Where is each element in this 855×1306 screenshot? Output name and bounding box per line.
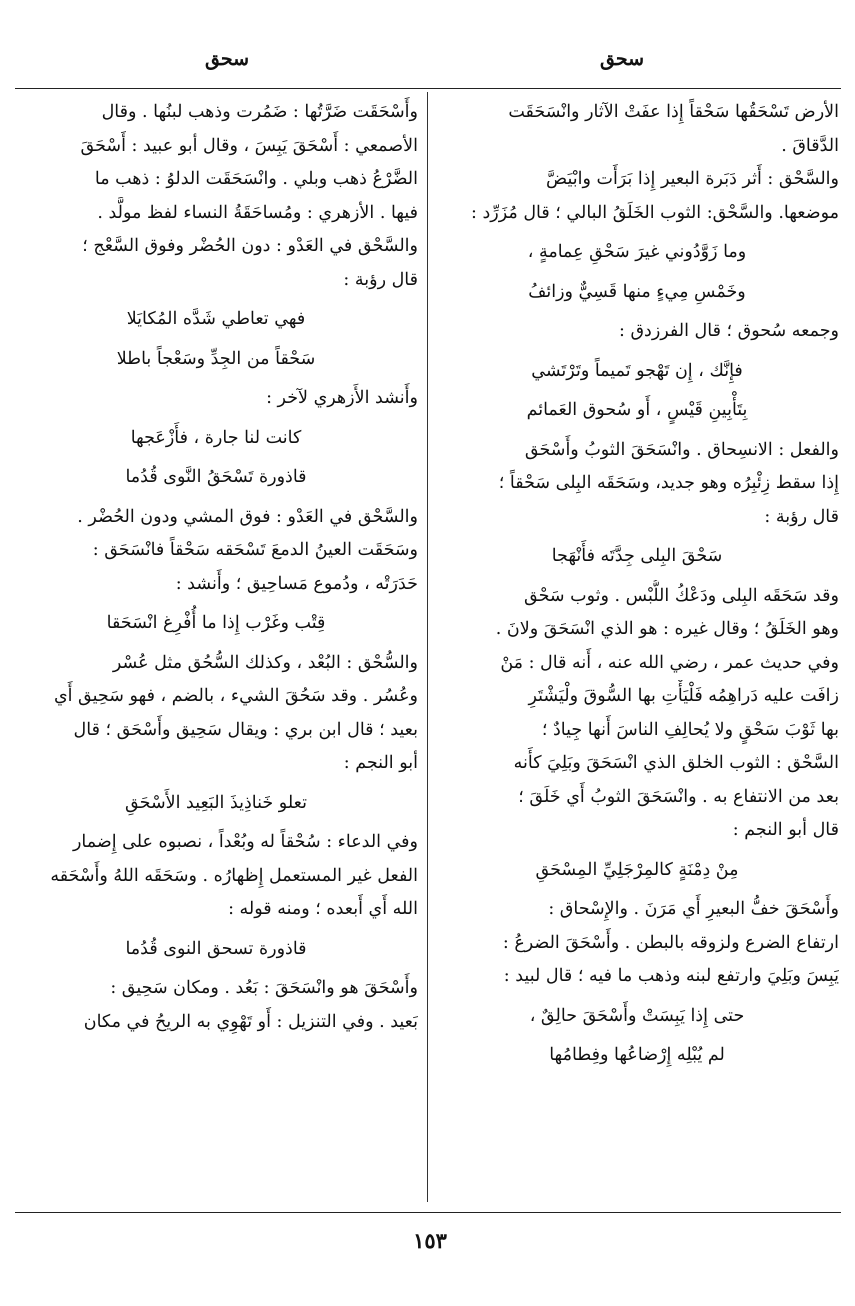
verse-line: قِتْب وغَرْب إِذا ما أُفْرِغ انْسَحَقا [106, 613, 326, 633]
text-line: والفعل : الانسِحاق . وانْسَحَقَ الثوبُ وأَسْحَق [524, 439, 839, 460]
text-line: وعُسُر . وقد سَحُقَ الشيء ، بالضم ، فهو سَحِيق أَي [53, 686, 418, 706]
text-line: فيها . الأزهري : ومُساحَقَةُ النساء لفظ مولَّد . [97, 202, 418, 223]
text-line: يَبِسَ وبَلِيَ وارتفع لبنه وذهب ما فيه ؛ قال لبيد : [503, 966, 839, 986]
text-line: وفي حديث عمر ، رضي الله عنه ، أَنه قال : مَنْ [500, 652, 839, 673]
verse-line: بِتَأْبِينِ قَيْسٍ ، أَو سُحوق العَمائم [526, 400, 748, 420]
bottom-rule [15, 1212, 841, 1213]
text-line: والسَّحْق في العَدْو : دون الحُضْر وفوق السَّعْج ؛ [82, 236, 418, 256]
text-line: قال رؤبة : [343, 269, 418, 290]
text-line: قال رؤبة : [764, 506, 839, 527]
verse-line: وخَمْسِ مِيءٍ منها قَسِيٌّ وزائفُ [528, 281, 746, 302]
verse-line: كانت لنا جارة ، فأَزْعَجها [130, 427, 302, 448]
text-line: وأَسْحَقَ هو وانْسَحَقَ : بَعُد . ومكان سَحِيق : [110, 978, 418, 998]
left-text-column [14, 96, 418, 1206]
verse-line: سَحْقَ البِلى جِدَّتَه فأَنْهَجا [551, 546, 723, 566]
text-line: والسَّحْق : أَثر دَبَرة البعير إِذا بَرَأَت وابْيَضَّ [546, 169, 839, 189]
column-divider [427, 92, 428, 1202]
right-running-headword: سحق [600, 48, 645, 70]
verse-line: قاذورة تسحق النوى قُدُما [125, 938, 307, 959]
top-rule [15, 88, 841, 89]
text-line: وأَسْحَقَ خفُّ البعيرِ أَي مَرَنَ . والإِسْحاق : [548, 899, 839, 919]
text-line: وهو الخَلَقُ ؛ وقال غيره : هو الذي انْسَحَقَ ولانَ . [495, 619, 839, 639]
text-line: وجمعه سُحوق ؛ قال الفرزدق : [619, 321, 839, 341]
text-line: موضعها. والسَّحْق: الثوب الخَلَقُ البالي ؛ قال مُزَرِّد : [471, 202, 839, 223]
text-line: وفي الدعاء : سُحْقاً له وبُعْداً ، نصبوه على إِضمار [72, 832, 418, 852]
page-number: ١٥٣ [413, 1228, 447, 1253]
verse-line: سَحْقاً من الجِدِّ وسَعْجاً باطلا [116, 348, 316, 369]
text-line: إِذا سقط زِئْبِرُه وهو جديد، وسَحَقَه البِلى سَحْقاً ؛ [498, 473, 839, 493]
verse-line: وما زَوَّدُوني غيرَ سَحْقِ عِمامةٍ ، [527, 242, 747, 262]
text-line: قال أبو النجم : [732, 820, 839, 840]
text-line: الضَّرْعُ ذهب وبلي . وانْسَحَقَت الدلوُ : ذهب ما [94, 169, 418, 189]
text-line: الدَّقاقَ . [781, 135, 839, 156]
text-line: زافَت عليه دَراهِمُه فَلْيَأْتِ بها السُّوقَ ولْيَشْتَرِ [528, 686, 839, 706]
text-line: حَدَرَتْه ، ودُموع مَساحِيق ؛ وأَنشد : [175, 573, 418, 594]
text-line: والسُّحْق : البُعْد ، وكذلك السُّحُق مثل عُسْر [112, 652, 418, 673]
text-line: والسَّحْق في العَدْو : فوق المشي ودون الحُضْر . [77, 506, 418, 527]
verse-line: قاذورة تَسْحَقُ النَّوى قُدُما [125, 467, 307, 487]
text-line: الأرض تَسْحَقُها سَحْقاً إِذا عفَتْ الآثار وانْسَحَقَت [508, 102, 839, 122]
text-line: ارتفاع الضرع ولزوقه بالبطن . وأَسْحَقَ الضرعُ : [502, 932, 839, 953]
right-text-column [435, 96, 839, 1206]
text-line: وأَنشد الأَزهري لآخر : [266, 388, 418, 408]
verse-line: تعلو خَناذِيذَ البَعِيد الأَسْحَقِ [125, 792, 307, 813]
text-line: أبو النجم : [343, 753, 418, 773]
text-line: بعيد ؛ قال ابن بري : ويقال سَحِيق وأَسْحَق ؛ قال [73, 719, 418, 740]
text-line: بعد من الانتفاع به . وانْسَحَقَ الثوبُ أَي خَلَقَ ؛ [518, 786, 839, 807]
text-line: الفعل غير المستعمل إِظهارُه . وسَحَقَه اللهُ وأَسْحَقه [50, 865, 418, 886]
left-running-headword: سحق [205, 48, 250, 70]
text-line: وقد سَحَقَه البِلى ودَعْكُ اللُّبْس . وثوب سَحْق [524, 585, 839, 606]
text-line: السَّحْق : الثوب الخلق الذي انْسَحَقَ وبَلِيَ كأَنه [513, 753, 839, 773]
text-line: الأصمعي : أَسْحَقَ يَبِسَ ، وقال أبو عبيد : أَسْحَقَ [80, 135, 418, 156]
text-line: وسَحَقَت العينُ الدمعَ تَسْحَقه سَحْقاً فانْسَحَق : [92, 540, 418, 560]
verse-line: لم يُبْلِه إِرْضاعُها وفِطامُها [549, 1045, 725, 1065]
verse-line: حتى إِذا يَبِسَتْ وأَسْحَقَ حالِقٌ ، [529, 1005, 745, 1026]
verse-line: فهي تعاطي شَدَّه المُكايَلا [126, 309, 306, 329]
page-header [0, 48, 855, 76]
text-line: الله أَي أَبعده ؛ ومنه قوله : [228, 899, 418, 919]
text-line: بَعيد . وفي التنزيل : أَو تَهْوِي به الريحُ في مكان [83, 1011, 418, 1032]
verse-line: فإِنَّك ، إِن تَهْجو تَميماً وتَرْتَشي [531, 360, 743, 381]
text-line: بها ثَوْبَ سَحْقٍ ولا يُحالِفِ الناسَ أَنها جِيادٌ ؛ [541, 719, 839, 740]
verse-line: مِنْ دِمْنَةٍ كالمِرْجَلِيِّ المِسْحَقِ [535, 859, 739, 880]
text-line: وأَسْحَقَت ضَرَّتُها : ضَمُرت وذهب لبنُها . وقال [101, 102, 418, 122]
